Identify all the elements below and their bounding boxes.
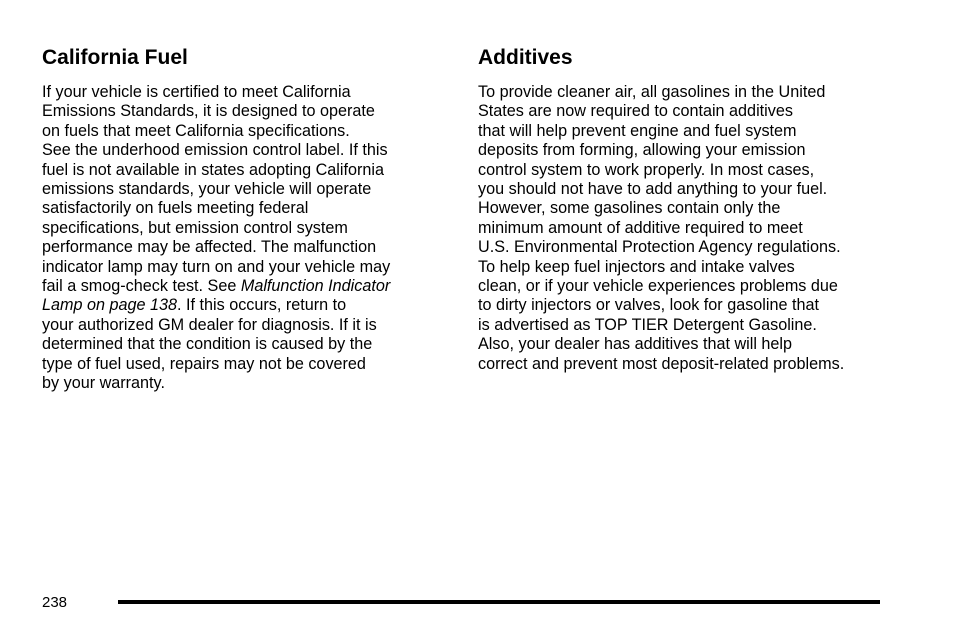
text-line: See the underhood emission control label. If this (42, 141, 388, 160)
text-line: However, some gasolines contain only the (478, 199, 781, 218)
text-line (42, 296, 442, 315)
text-line: indicator lamp may turn on and your vehicle may (42, 257, 391, 276)
text-line: minimum amount of additive required to meet (478, 218, 803, 237)
text-line: on fuels that meet California specifications. (42, 121, 350, 140)
text-line: performance may be affected. The malfunction (42, 238, 377, 257)
left-column (42, 44, 442, 394)
page-number: 238 (42, 594, 68, 611)
text-line: deposits from forming, allowing your emission (478, 141, 806, 160)
text-fragment: . If this occurs, return to (177, 296, 347, 315)
text-line: To provide cleaner air, all gasolines in the United (478, 83, 826, 101)
text-line: specifications, but emission control system (42, 218, 348, 237)
text-line: If your vehicle is certified to meet California (42, 83, 351, 101)
text-line: Emissions Standards, it is designed to operate (42, 102, 375, 121)
text-fragment: fail a smog-check test. See (42, 277, 241, 296)
text-line: Also, your dealer has additives that will help (478, 335, 793, 354)
text-line: your authorized GM dealer for diagnosis. If it is (42, 315, 377, 334)
text-line: fuel is not available in states adopting California (42, 160, 384, 179)
text-line: satisfactorily on fuels meeting federal (42, 199, 309, 218)
text-line: emissions standards, your vehicle will operate (42, 180, 372, 199)
text-line: you should not have to add anything to your fuel. (478, 180, 828, 199)
text-line: to dirty injectors or valves, look for gasoline that (478, 296, 819, 315)
text-line: U.S. Environmental Protection Agency regulations. (478, 238, 841, 257)
cross-reference-link[interactable]: Malfunction Indicator (240, 277, 391, 296)
footer-rule (118, 600, 880, 604)
additives-paragraph (478, 83, 898, 374)
right-column (478, 44, 898, 374)
text-line: is advertised as TOP TIER Detergent Gasoline. (478, 315, 817, 334)
section-heading-california-fuel: California Fuel (42, 46, 188, 69)
text-line: clean, or if your vehicle experiences problems due (478, 277, 838, 296)
text-line: To help keep fuel injectors and intake valves (478, 257, 795, 276)
text-line: type of fuel used, repairs may not be covered (42, 354, 366, 373)
text-line: that will help prevent engine and fuel system (478, 121, 797, 140)
text-line (42, 277, 442, 296)
california-fuel-paragraph (42, 83, 442, 394)
text-line: States are now required to contain additives (478, 102, 793, 121)
text-line: control system to work properly. In most cases, (478, 160, 815, 179)
text-line: by your warranty. (42, 374, 165, 393)
text-line: determined that the condition is caused by the (42, 335, 373, 354)
cross-reference-link[interactable]: Lamp on page 138 (42, 296, 178, 315)
section-heading-additives: Additives (478, 46, 573, 69)
text-line: correct and prevent most deposit-related problems. (478, 354, 845, 373)
